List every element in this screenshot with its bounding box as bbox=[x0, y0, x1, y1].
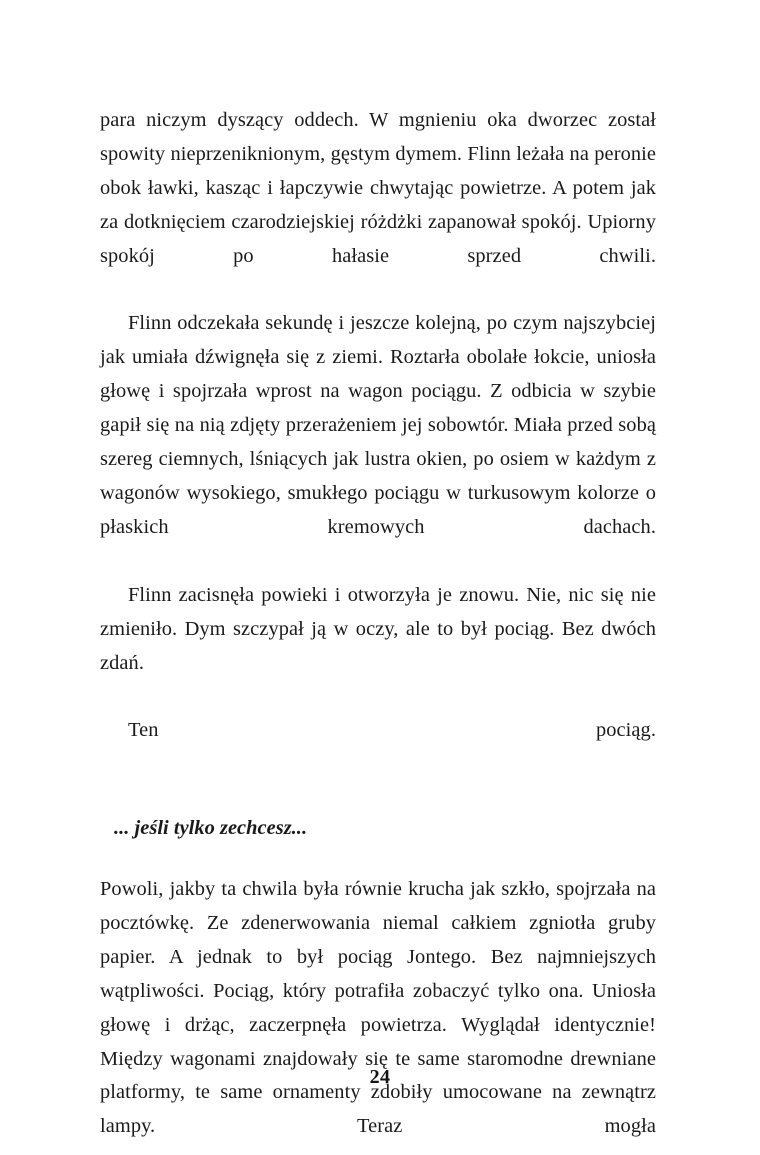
paragraph: Flinn zacisnęła powieki i otworzyła je znowu. Nie, nic się nie zmieniło. Dym szczypał ją w oczy, ale to był pociąg. Bez dwóch zdań. bbox=[100, 583, 656, 674]
paragraph: Ten pociąg. bbox=[128, 719, 656, 742]
epigraph-line: ... jeśli tylko zechcesz... bbox=[114, 817, 308, 840]
paragraph: Powoli, jakby ta chwila była równie krucha jak szkło, spojrzała na pocztówkę. Ze zdenerwowania niemal całkiem zgniotła gruby papier. A jednak to był pociąg Jontego. Bez najmniejszych wątpliwości. Pociąg, który potrafiła zobaczyć tylko ona. Uniosła głowę i drżąc, zaczerpnęła powietrza. Wyglądał identycznie! Między wagonami znajdowały się te same staromodne drewniane platformy, te same ornamenty zdobiły umocowane na zewnątrz lampy. Teraz mogła bbox=[100, 878, 656, 1138]
paragraph-continued: para niczym dyszący oddech. W mgnieniu oka dworzec został spowity nieprzeniknionym, gęstym dymem. Flinn leżała na peronie obok ławki, kasząc i łapczywie chwytając powietrze. A potem jak za dotknięciem czarodziejskiej różdżki zapanował spokój. Upiorny spokój po hałasie sprzed chwili. bbox=[100, 109, 656, 267]
page-text-block bbox=[100, 104, 656, 1155]
paragraph: Flinn odczekała sekundę i jeszcze kolejną, po czym najszybciej jak umiała dźwignęła się z ziemi. Roztarła obolałe łokcie, uniosła głowę i spojrzała wprost na wagon pociągu. Z odbicia w szybie gapił się na nią zdjęty przerażeniem jej sobowtór. Miała przed sobą szereg ciemnych, lśniących jak lustra okien, po osiem w każdym z wagonów wysokiego, smukłego pociągu w turkusowym kolorze o płaskich kremowych dachach. bbox=[100, 312, 656, 538]
page-number: 24 bbox=[369, 1066, 391, 1088]
